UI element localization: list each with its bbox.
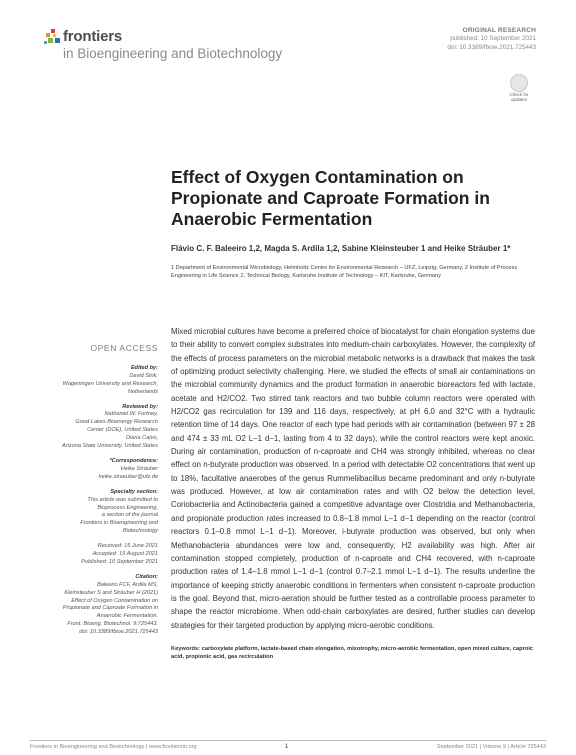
published-date: published: 10 September 2021 [450, 35, 536, 43]
reviewer-line: Arizona State University, United States [62, 443, 158, 450]
author-list[interactable]: Flávio C. F. Baleeiro 1,2, Magda S. Ardila 1,2, Sabine Kleinsteuber 1 and Heike Sträuber 1* [171, 244, 511, 253]
doi-link[interactable]: doi: 10.3389/fbioe.2021.725443 [447, 43, 536, 51]
check-updates-badge[interactable] [508, 74, 530, 102]
specialty-line: a section of the journal [101, 512, 158, 519]
citation-line: Front. Bioeng. Biotechnol. 9:725443. [67, 621, 158, 628]
editor-line: David Strik, [129, 372, 158, 379]
footer-issue: September 2021 | Volume 9 | Article 725443 [436, 744, 546, 750]
article-type: ORIGINAL RESEARCH [462, 27, 536, 34]
frontiers-logo-icon [44, 29, 62, 47]
page-number: 1 [285, 744, 289, 750]
reviewer-line: Great Lakes Bioenergy Research [75, 419, 158, 426]
keywords: Keywords: carboxylate platform, lactate-based chain elongation, mixotrophy, micro-aerobic fermentation, open mixed culture, caproic acid, propionic acid, gas recirculation [171, 646, 534, 660]
citation-line: Kleinsteuber S and Sträuber H (2021) [64, 589, 158, 596]
footer-journal[interactable]: Frontiers in Bioengineering and Biotechnology | www.frontiersin.org [30, 744, 197, 750]
accepted-date: Accepted: 19 August 2021 [92, 551, 158, 558]
specialty-heading: Specialty section: [110, 488, 158, 495]
correspondence-name: Heike Sträuber [120, 465, 158, 472]
specialty-section [30, 489, 158, 536]
open-access-label: OPEN ACCESS [90, 343, 158, 353]
footer-divider [30, 740, 546, 741]
specialty-line: Biotechnology [122, 528, 158, 535]
citation-line: Anaerobic Fermentation. [96, 613, 158, 620]
sidebar-published-date: Published: 10 September 2021 [81, 558, 158, 565]
reviewed-by-section [30, 404, 158, 451]
received-date: Received: 15 June 2021 [97, 543, 158, 550]
reviewer-line: Center (DOE), United States [87, 427, 158, 434]
reviewer-line: Diana Calvo, [125, 435, 158, 442]
citation-line: Propionate and Caproate Formation in [62, 605, 158, 612]
journal-logo[interactable] [44, 27, 324, 63]
correspondence-heading: *Correspondence: [109, 457, 158, 464]
journal-brand: frontiers [63, 28, 123, 45]
correspondence-section [30, 458, 158, 482]
journal-subtitle: in Bioengineering and Biotechnology [63, 46, 283, 61]
specialty-line: This article was submitted to [87, 496, 158, 503]
reviewed-by-heading: Reviewed by: [122, 403, 158, 410]
editor-line: Netherlands [127, 388, 158, 395]
specialty-line: Bioprocess Engineering, [97, 504, 158, 511]
specialty-line: Frontiers in Bioengineering and [80, 520, 158, 527]
citation-line: Effect of Oxygen Contamination on [71, 597, 158, 604]
publication-meta [447, 27, 536, 52]
dates-section [30, 543, 158, 567]
article-sidebar [30, 345, 158, 644]
citation-line: Baleeiro FCF, Ardila MS, [97, 581, 158, 588]
updates-icon [510, 74, 528, 92]
edited-by-heading: Edited by: [130, 364, 158, 371]
article-title: Effect of Oxygen Contamination on Propionate and Caproate Formation in Anaerobic Fermentation [171, 167, 490, 229]
editor-line: Wageningen University and Research, [62, 380, 158, 387]
correspondence-email[interactable]: heike.straeuber@ufz.de [98, 473, 158, 480]
abstract: Mixed microbial cultures have become a preferred choice of biocatalyst for chain elongation systems due to their ability to convert complex substrates into medium-chain carboxylates. However, the complexity of the effects of process parameters on the microbial metabolic networks is a drawback that makes the task of optimizing product selectivity challenging. Here, we studied the effects of small air contaminations on the microbial community dynamics and the product formation in anaerobic bioreactors fed with lactate, acetate and H2/CO2. Two stirred tank reactors and two bubble column reactors were operated with H2/CO2 gas recirculation for 139 and 116 days, respectively, at pH 6.0 and 32°C with a hydraulic retention time of 14 days. One reactor of each type had periods with air contamination (between 97 ± 28 and 474 ± 33 mL O2 L−1 d−1, lasting from 4 to 32 days), while the control reactors were kept anoxic. During air contamination, production of n-caproate and CH4 was strongly inhibited, whereas no clear effect on n-butyrate production was observed. In a period with detectable O2 concentrations that went up to 18%, facultative anaerobes of the genus Rummeliibacillus became predominant and only n-butyrate was produced. However, at low air contamination rates and with O2 below the detection level, Coriobacteriia and Actinobacteria gained a competitive advantage over Clostridia and Methanobacteria, and propionate production rates increased to 0.8–1.8 mmol L−1 d−1 depending on the reactor (control reactors 0.1–0.8 mmol L−1 d−1). Moreover, i-butyrate production was observed, but only when Methanobacteria abundances were low and, consequently, H2 availability was high. After air contamination stopped completely, production of n-caproate and CH4 recovered, with n-caproate production rates of 1.4–1.8 mmol L−1 d−1 (control 0.7–2.1 mmol L−1 d−1). The results underline the importance of keeping strictly anaerobic conditions in fermenters when consistent n-caproate production is the goal. Beyond that, micro-aeration should be further tested as a controllable process parameter to shape the reactor microbiome. When odd-chain carboxylates are desired, further studies can develop strategies for their targeted production by applying micro-aerobic conditions. [171, 327, 535, 630]
citation-doi[interactable]: doi: 10.3389/fbioe.2021.725443 [79, 629, 158, 636]
affiliations: 1 Department of Environmental Microbiology, Helmholtz Centre for Environmental Research – UFZ, Leipzig, Germany, 2 Institute of Process Engineering in Life Science 2, Technical Biology, Karlsruhe Institute of Technology – KIT, Karlsruhe, Germany [171, 265, 518, 279]
citation-section [30, 574, 158, 637]
citation-heading: Citation: [135, 573, 158, 580]
updates-label: Check for updates [509, 92, 529, 102]
edited-by-section [30, 365, 158, 397]
reviewer-line: Nathaniel W. Fortney, [104, 411, 158, 418]
